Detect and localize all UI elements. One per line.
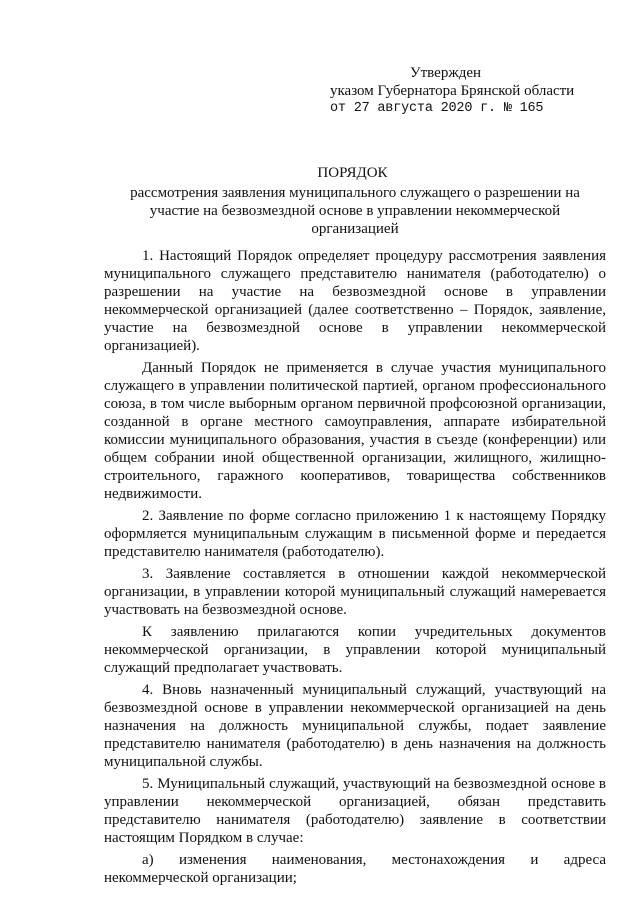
paragraph-5a: а) изменения наименования, местонахождения и адреса некоммерческой организации;: [104, 852, 606, 886]
document-body: [104, 247, 606, 891]
paragraph-3-attachments: К заявлению прилагаются копии учредительных документов некоммерческой организации, в управлении которой муниципальный служащий предполагает участвовать.: [104, 624, 606, 676]
approval-heading: Утвержден: [410, 65, 482, 81]
approval-authority: указом Губернатора Брянской области: [330, 83, 575, 99]
approval-date-number: от 27 августа 2020 г. № 165: [330, 101, 544, 116]
paragraph-1-exception: Данный Порядок не применяется в случае участия муниципального служащего в управлении политической партией, органом профессионального союза, в том числе выборным органом первичной профсоюзной организации, созданной в органе местного самоуправления, аппарате избирательной комиссии муниципального образования, участия в съезде (конференции) или общем собрании иной общественной организации, жилищного, жилищно-строительного, гаражного кооперативов, товарищества собственников недвижимости.: [104, 360, 606, 502]
paragraph-5: 5. Муниципальный служащий, участвующий на безвозмездной основе в управлении некоммерческой организацией, обязан представить представителю нанимателя (работодателю) заявление в соответствии настоящим Порядком в случае:: [104, 776, 606, 846]
paragraph-2: 2. Заявление по форме согласно приложению 1 к настоящему Порядку оформляется муниципальным служащим в письменной форме и передается представителю нанимателя (работодателю).: [104, 508, 606, 560]
document-title: ПОРЯДОК: [317, 165, 388, 181]
paragraph-1: 1. Настоящий Порядок определяет процедуру рассмотрения заявления муниципального служащего представителю нанимателя (работодателю) о разрешении на участие на безвозмездной основе в управлении некоммерческой организацией (далее соответственно – Порядок, заявление, участие на безвозмездной основе в управлении некоммерческой организацией).: [104, 248, 606, 354]
document-subtitle: рассмотрения заявления муниципального служащего о разрешении на участие на безвозмездной основе в управлении некоммерческой организацией: [130, 185, 580, 237]
paragraph-4: 4. Вновь назначенный муниципальный служащий, участвующий на безвозмездной основе в управлении некоммерческой организацией на день назначения на должность муниципальной службы, подает заявление представителю нанимателя (работодателю) в день назначения на должность муниципальной службы.: [104, 682, 606, 770]
paragraph-3: 3. Заявление составляется в отношении каждой некоммерческой организации, в управлении которой муниципальный служащий намеревается участвовать на безвозмездной основе.: [104, 566, 606, 618]
approval-block: [330, 64, 620, 118]
